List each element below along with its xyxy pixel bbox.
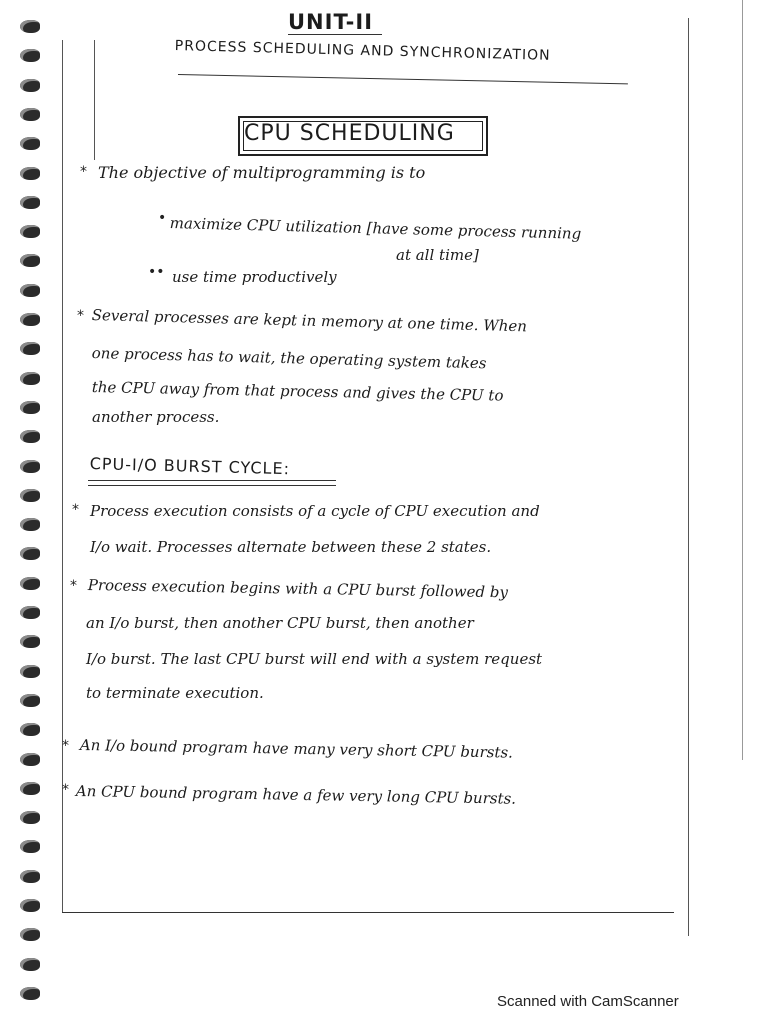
spiral-ring — [20, 401, 40, 414]
spiral-ring — [20, 606, 40, 619]
para-line: I/o burst. The last CPU burst will end with a system request — [86, 650, 543, 668]
heading-underline — [88, 480, 336, 481]
objective-item-2: use time productively — [172, 268, 337, 286]
spiral-ring — [20, 108, 40, 121]
para-line: the CPU away from that process and gives the CPU to — [91, 378, 504, 405]
section-heading-burst-cycle: CPU-I/O BURST CYCLE: — [89, 454, 291, 479]
spiral-ring — [20, 547, 40, 560]
spiral-ring — [20, 577, 40, 590]
star-bullet-icon: * — [70, 578, 77, 594]
spiral-binding — [20, 0, 44, 1024]
spiral-ring — [20, 284, 40, 297]
spiral-ring — [20, 342, 40, 355]
para-line: I/o wait. Processes alternate between these 2 states. — [90, 538, 492, 556]
para-line: another process. — [92, 408, 220, 426]
star-bullet-icon: * — [80, 164, 87, 180]
unit-title-underline — [288, 34, 382, 35]
spiral-ring — [20, 665, 40, 678]
objective-item-1: maximize CPU utilization [have some process running — [169, 214, 582, 243]
spiral-ring — [20, 694, 40, 707]
spiral-ring — [20, 254, 40, 267]
spiral-ring — [20, 987, 40, 1000]
objective-line: The objective of multiprogramming is to — [98, 163, 426, 182]
star-bullet-icon: * — [62, 738, 69, 754]
bullet-line: An CPU bound program have a few very long CPU bursts. — [75, 782, 517, 808]
spiral-ring — [20, 958, 40, 971]
scanner-watermark: Scanned with CamScanner — [497, 993, 679, 1010]
spiral-ring — [20, 372, 40, 385]
objective-item-1-cont: at all time] — [396, 246, 479, 264]
para-line: Several processes are kept in memory at one time. When — [91, 306, 528, 336]
para-line: Process execution consists of a cycle of CPU execution and — [90, 502, 540, 520]
star-bullet-icon: * — [72, 502, 79, 518]
spiral-ring — [20, 137, 40, 150]
star-bullet-icon: * — [62, 782, 69, 798]
spiral-ring — [20, 518, 40, 531]
spiral-ring — [20, 723, 40, 736]
spiral-ring — [20, 460, 40, 473]
spiral-ring — [20, 313, 40, 326]
heading-underline — [88, 485, 336, 486]
right-margin-line — [688, 18, 689, 936]
para-line: an I/o burst, then another CPU burst, then another — [86, 614, 474, 632]
spiral-ring — [20, 430, 40, 443]
spiral-ring — [20, 196, 40, 209]
dot-bullet-icon: •• — [148, 264, 165, 280]
spiral-ring — [20, 870, 40, 883]
bullet-line: An I/o bound program have many very short CPU bursts. — [79, 736, 514, 762]
para-line: to terminate execution. — [86, 684, 264, 702]
section-heading-cpu-scheduling: CPU SCHEDULING — [244, 121, 455, 146]
page-edge-line — [742, 0, 743, 760]
spiral-ring — [20, 840, 40, 853]
star-bullet-icon: * — [77, 308, 84, 324]
spiral-ring — [20, 811, 40, 824]
spiral-ring — [20, 928, 40, 941]
spiral-ring — [20, 899, 40, 912]
left-margin-line-inner — [94, 40, 95, 160]
spiral-ring — [20, 753, 40, 766]
dot-bullet-icon: • — [158, 210, 167, 226]
spiral-ring — [20, 79, 40, 92]
spiral-ring — [20, 635, 40, 648]
para-line: one process has to wait, the operating system takes — [91, 344, 487, 373]
spiral-ring — [20, 167, 40, 180]
spiral-ring — [20, 20, 40, 33]
spiral-ring — [20, 489, 40, 502]
subtitle-underline — [178, 74, 628, 84]
spiral-ring — [20, 782, 40, 795]
spiral-ring — [20, 49, 40, 62]
page-subtitle: PROCESS SCHEDULING AND SYNCHRONIZATION — [174, 38, 551, 64]
spiral-ring — [20, 225, 40, 238]
bottom-margin-line — [62, 912, 674, 913]
unit-title: UNIT-II — [288, 10, 374, 34]
para-line: Process execution begins with a CPU burst followed by — [87, 576, 509, 602]
